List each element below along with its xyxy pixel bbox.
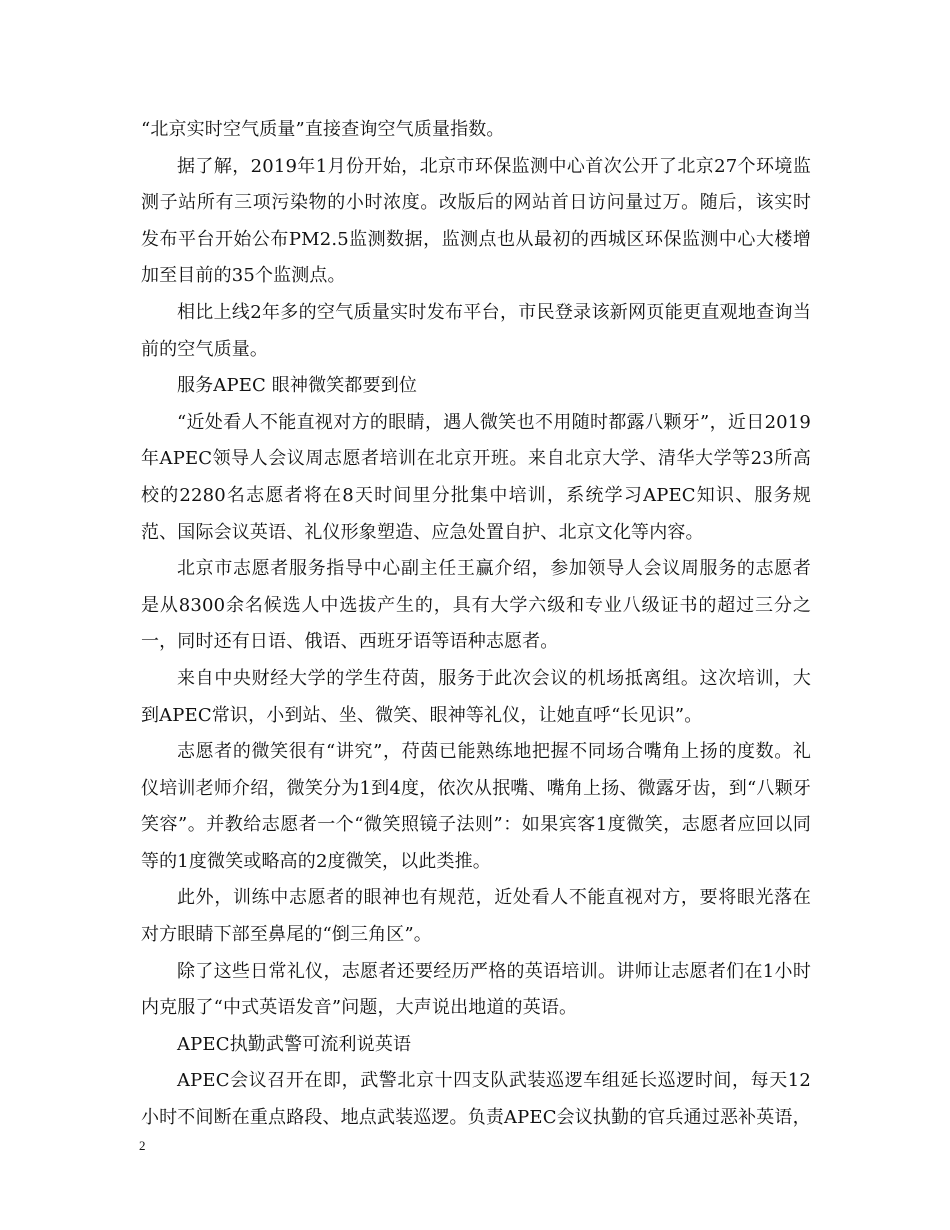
- page-number: 2: [139, 1138, 146, 1153]
- section-heading: 服务APEC 眼神微笑都要到位: [177, 375, 417, 397]
- paragraph: 北京市志愿者服务指导中心副主任王赢介绍，参加领导人会议周服务的志愿者是从8300余名候选人中选拔产生的，具有大学六级和专业八级证书的超过三分之一，同时还有日语、俄语、西班牙语等语种志愿者。: [141, 558, 811, 653]
- paragraph: 志愿者的微笑很有“讲究”，苻茵已能熟练地把握不同场合嘴角上扬的度数。礼仪培训老师介绍，微笑分为1到4度，依次从抿嘴、嘴角上扬、微露牙齿，到“八颗牙笑容”。并教给志愿者一个“微笑照镜子法则”：如果宾客1度微笑，志愿者应回以同等的1度微笑或略高的2度微笑，以此类推。: [141, 741, 811, 872]
- paragraph: 除了这些日常礼仪，志愿者还要经历严格的英语培训。讲师让志愿者们在1小时内克服了“中式英语发音”问题，大声说出地道的英语。: [141, 960, 811, 1019]
- paragraph: 据了解，2019年1月份开始，北京市环保监测中心首次公开了北京27个环境监测子站所有三项污染物的小时浓度。改版后的网站首日访问量过万。随后，该实时发布平台开始公布PM2.5监测数据，监测点也从最初的西城区环保监测中心大楼增加至目前的35个监测点。: [141, 155, 811, 287]
- paragraph: 相比上线2年多的空气质量实时发布平台，市民登录该新网页能更直观地查询当前的空气质量。: [141, 301, 811, 360]
- paragraph: 此外，训练中志愿者的眼神也有规范，近处看人不能直视对方，要将眼光落在对方眼睛下部至鼻尾的“倒三角区”。: [141, 887, 811, 946]
- section-heading: APEC执勤武警可流利说英语: [177, 1033, 412, 1055]
- paragraph: 来自中央财经大学的学生苻茵，服务于此次会议的机场抵离组。这次培训，大到APEC常识，小到站、坐、微笑、眼神等礼仪，让她直呼“长见识”。: [141, 667, 811, 726]
- paragraph: APEC会议召开在即，武警北京十四支队武装巡逻车组延长巡逻时间，每天12小时不间断在重点路段、地点武装巡逻。负责APEC会议执勤的官兵通过恶补英语，: [141, 1070, 811, 1129]
- paragraph-continuation: “北京实时空气质量”直接查询空气质量指数。: [141, 119, 505, 140]
- paragraph: “近处看人不能直视对方的眼睛，遇人微笑也不用随时都露八颗牙”，近日2019年APEC领导人会议周志愿者培训在北京开班。来自北京大学、清华大学等23所高校的2280名志愿者将在8天时间里分批集中培训，系统学习APEC知识、服务规范、国际会议英语、礼仪形象塑造、应急处置自护、北京文化等内容。: [141, 411, 811, 543]
- document-body: [141, 112, 811, 1137]
